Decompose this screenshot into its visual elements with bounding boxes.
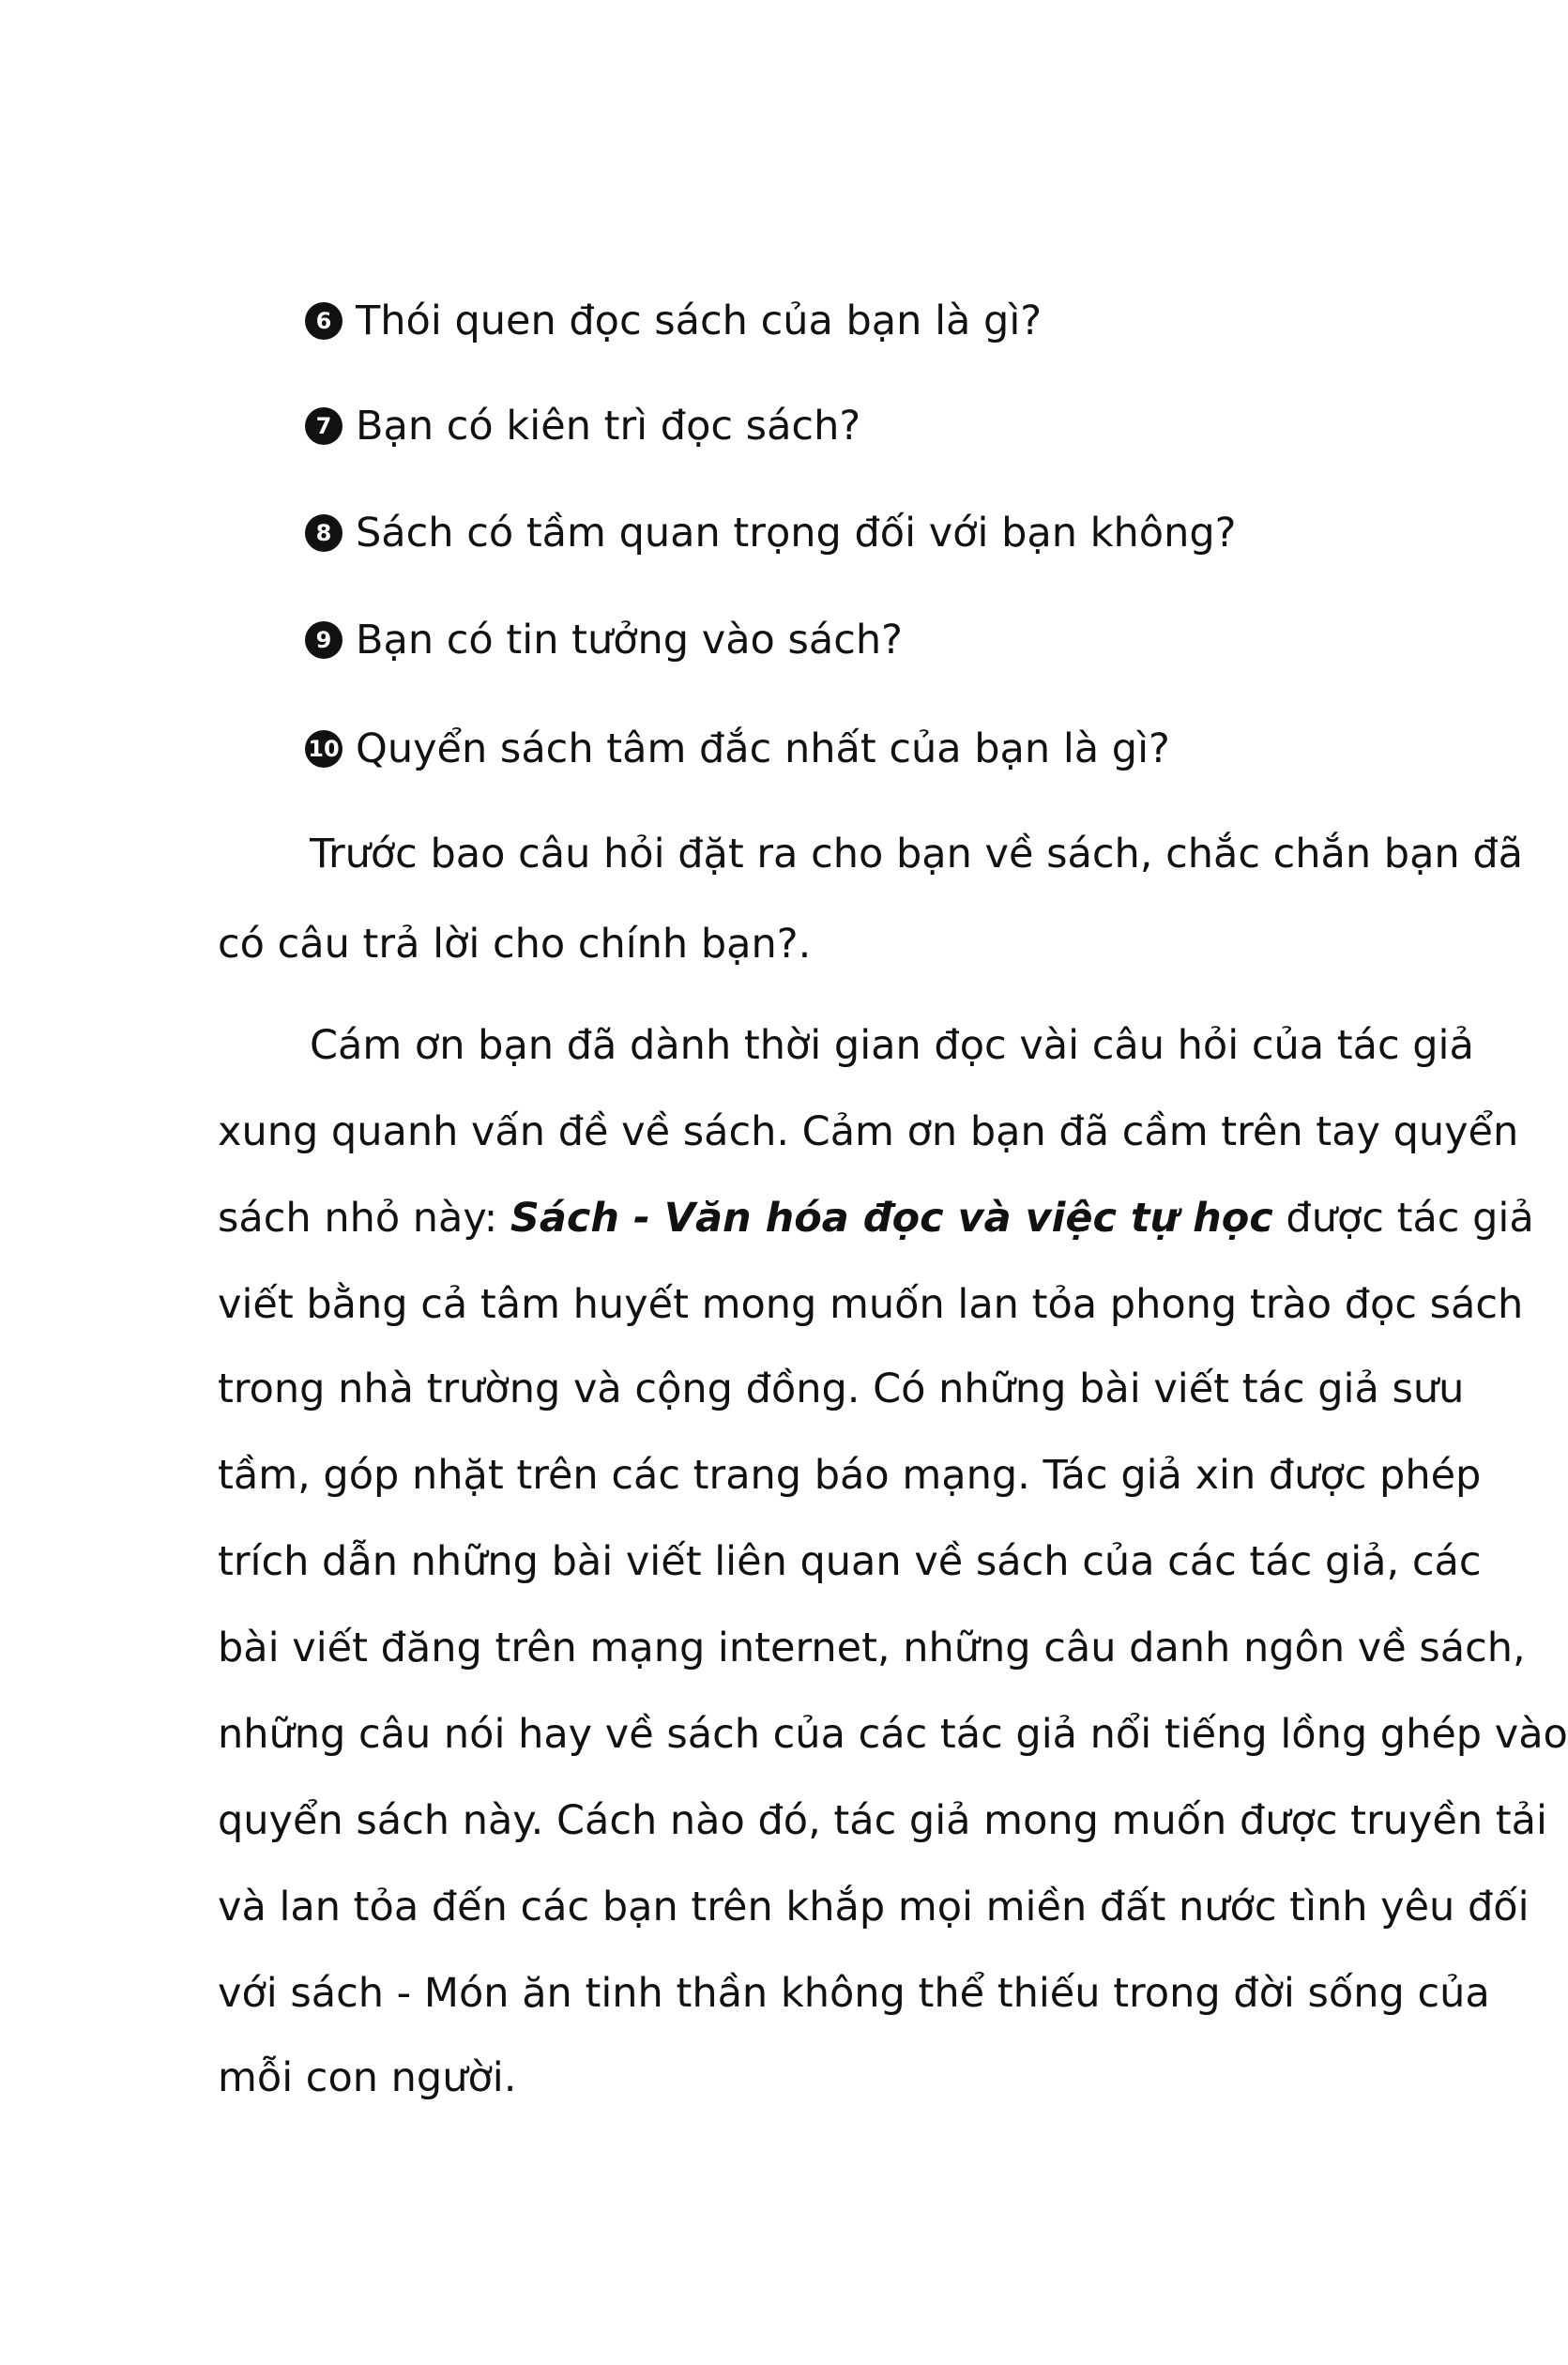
- question-8: [305, 505, 1236, 561]
- book-title: Sách - Văn hóa đọc và việc tự học: [510, 1195, 1273, 1242]
- paragraph2-line: những câu nói hay về sách của các tác giả nổi tiếng lồng ghép vào: [218, 1711, 1568, 1758]
- paragraph2-line: bài viết đăng trên mạng internet, những câu danh ngôn về sách,: [218, 1625, 1526, 1671]
- question-number-badge: 9: [305, 621, 343, 659]
- paragraph2-line: trích dẫn những bài viết liên quan về sách của các tác giả, các: [218, 1538, 1482, 1585]
- line-text: sách nhỏ này:: [218, 1195, 510, 1242]
- question-number-badge: 7: [305, 407, 343, 445]
- paragraph2-line-with-title: [218, 1190, 1534, 1246]
- question-text: Bạn có tin tưởng vào sách?: [356, 617, 903, 664]
- question-number-badge: 6: [305, 302, 343, 340]
- question-text: Sách có tầm quan trọng đối với bạn không?: [356, 510, 1237, 557]
- question-6: [305, 293, 1042, 349]
- paragraph2-line: xung quanh vấn đề về sách. Cảm ơn bạn đã cầm trên tay quyển: [218, 1108, 1519, 1155]
- paragraph2-line: Cám ơn bạn đã dành thời gian đọc vài câu hỏi của tác giả: [310, 1022, 1474, 1069]
- paragraph2-line: viết bằng cả tâm huyết mong muốn lan tỏa phong trào đọc sách: [218, 1281, 1524, 1328]
- question-text: Quyển sách tâm đắc nhất của bạn là gì?: [356, 725, 1170, 772]
- paragraph1-line: có câu trả lời cho chính bạn?.: [218, 921, 812, 968]
- question-text: Thói quen đọc sách của bạn là gì?: [356, 298, 1043, 344]
- paragraph2-line: quyển sách này. Cách nào đó, tác giả mong muốn được truyền tải: [218, 1797, 1547, 1844]
- question-number-badge: 10: [305, 730, 343, 768]
- paragraph1-line: Trước bao câu hỏi đặt ra cho bạn về sách, chắc chắn bạn đã: [310, 831, 1524, 877]
- paragraph2-line: với sách - Món ăn tinh thần không thể thiếu trong đời sống của: [218, 1970, 1490, 2017]
- paragraph2-line: tầm, góp nhặt trên các trang báo mạng. Tác giả xin được phép: [218, 1452, 1482, 1499]
- paragraph2-line: trong nhà trường và cộng đồng. Có những bài viết tác giả sưu: [218, 1366, 1465, 1412]
- question-7: [305, 398, 860, 454]
- paragraph2-line: mỗi con người.: [218, 2054, 517, 2101]
- question-9: [305, 612, 903, 668]
- question-10: [305, 721, 1170, 777]
- question-number-badge: 8: [305, 514, 343, 552]
- question-text: Bạn có kiên trì đọc sách?: [356, 403, 861, 450]
- line-text: được tác giả: [1272, 1195, 1534, 1242]
- paragraph2-line: và lan tỏa đến các bạn trên khắp mọi miền đất nước tình yêu đối: [218, 1884, 1530, 1930]
